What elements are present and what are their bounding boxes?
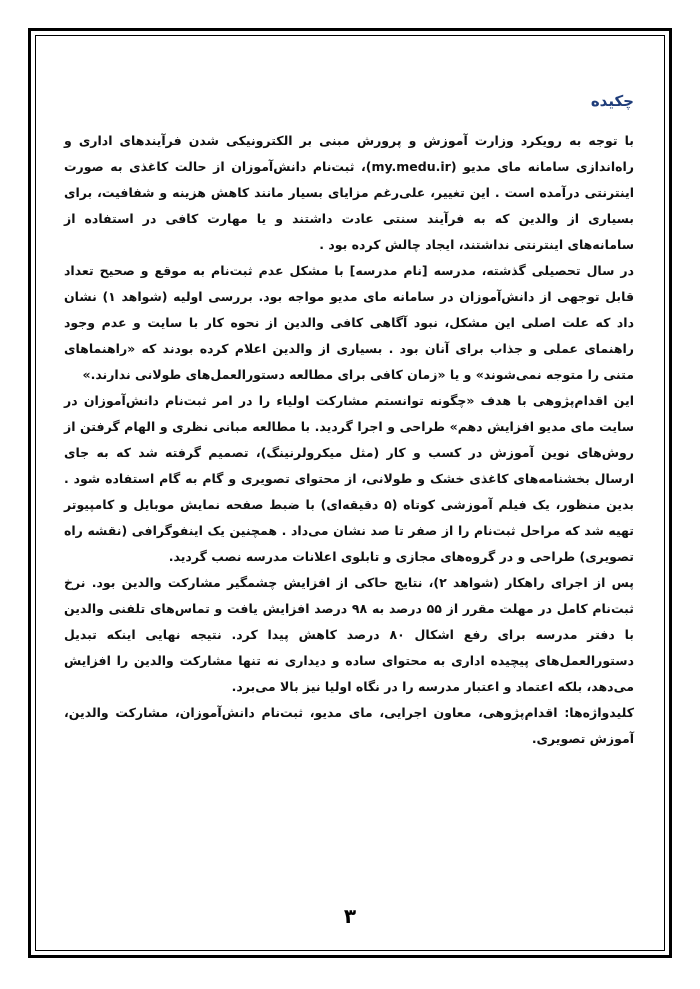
- abstract-paragraph-3: این اقدام‌پژوهی با هدف «چگونه توانستم مشارکت اولیاء را در امر ثبت‌نام دانش‌آموزان در سایت مای مدیو افزایش دهم» طراحی و اجرا گردید. با مطالعه مبانی نظری و الهام گرفتن از روش‌های نوین آموزش در کسب و کار (مثل میکرولرنینگ)، تصمیم گرفته شد که به جای ارسال بخشنامه‌های کاغذی خشک و طولانی، از محتوای تصویری و گام به گام استفاده شود . بدین منظور، یک فیلم آموزشی کوتاه (۵ دقیقه‌ای) با ضبط صفحه نمایش موبایل و کامپیوتر تهیه شد که مراحل ثبت‌نام را از صفر تا صد نشان می‌داد . همچنین یک اینفوگرافی (نقشه راه تصویری) طراحی و در گروه‌های مجازی و تابلوی اعلانات مدرسه نصب گردید.: [64, 393, 634, 564]
- abstract-paragraph-2: در سال تحصیلی گذشته، مدرسه [نام مدرسه] با مشکل عدم ثبت‌نام به موقع و صحیح تعداد قابل توجهی از دانش‌آموزان در سامانه مای مدیو مواجه بود. بررسی اولیه (شواهد ۱) نشان داد که علت اصلی این مشکل، نبود آگاهی کافی والدین از نحوه کار با سایت و عدم وجود راهنمای عملی و جذاب برای آنان بود . بسیاری از والدین اعلام کرده بودند که «راهنماهای متنی را متوجه نمی‌شوند» و یا «زمان کافی برای مطالعه دستورالعمل‌های طولانی ندارند.»: [64, 263, 635, 382]
- keywords-label: کلیدواژه‌ها:: [564, 705, 634, 720]
- abstract-heading: چکیده: [590, 92, 634, 110]
- page-number: ۳: [343, 904, 357, 928]
- abstract-paragraph-1: با توجه به رویکرد وزارت آموزش و پرورش مبنی بر الکترونیکی شدن فرآیندهای اداری و راه‌اندازی سامانه مای مدیو (my.medu.ir)، ثبت‌نام دانش‌آموزان از حالت کاغذی به صورت اینترنتی درآمده است . این تغییر، علی‌رغم مزایای بسیار مانند کاهش هزینه و شفافیت، برای بسیاری از والدین که به فرآیند سنتی عادت داشتند و یا مهارت کافی در استفاده از سامانه‌های اینترنتی نداشتند، ایجاد چالش کرده بود .: [64, 133, 634, 252]
- abstract-paragraph-4: پس از اجرای راهکار (شواهد ۲)، نتایج حاکی از افزایش چشمگیر مشارکت والدین بود. نرخ ثبت‌نام کامل در مهلت مقرر از ۵۵ درصد به ۹۸ درصد افزایش یافت و تماس‌های تلفنی والدین با دفتر مدرسه برای رفع اشکال ۸۰ درصد کاهش پیدا کرد. نتیجه نهایی اینکه تبدیل دستورالعمل‌های پیچیده اداری به محتوای ساده و دیداری نه تنها مشارکت والدین را افزایش می‌دهد، بلکه اعتماد و اعتبار مدرسه را در نگاه اولیا نیز بالا می‌برد.: [64, 575, 634, 694]
- keywords-text: اقدام‌پژوهی، معاون اجرایی، مای مدیو، ثبت‌نام دانش‌آموزان، مشارکت والدین، آموزش تصویری.: [64, 705, 634, 746]
- keywords: [64, 700, 634, 752]
- abstract-content: [64, 86, 634, 752]
